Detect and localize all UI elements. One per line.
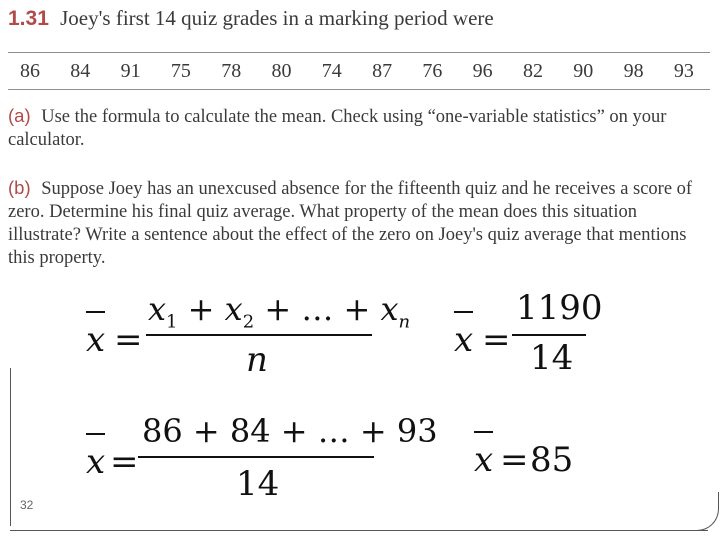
- formula-numerator: $x_1 + x_2$ + … + $x_n$: [148, 290, 411, 333]
- part-a: [8, 104, 710, 152]
- fraction-bar: [138, 456, 374, 458]
- grade-value: 87: [372, 59, 393, 82]
- mean-formula: [86, 288, 411, 380]
- frame-corner: [696, 492, 719, 531]
- frame-bottom-rule: [10, 530, 708, 531]
- equals-sign: =: [482, 320, 511, 360]
- grade-value: 75: [170, 59, 191, 82]
- mean-result: [474, 440, 594, 490]
- grade-value: 76: [422, 59, 443, 82]
- grade-value: 91: [120, 59, 141, 82]
- computed-mean: [454, 288, 604, 378]
- mean-symbol: x: [86, 442, 106, 482]
- result-value: 85: [530, 440, 574, 480]
- grade-value: 96: [472, 59, 493, 82]
- problem-number: 1.31: [8, 7, 49, 30]
- sum-expression: [86, 412, 438, 504]
- grade-value: 82: [522, 59, 543, 82]
- grade-value: 93: [673, 59, 694, 82]
- fraction-bar: [512, 334, 586, 336]
- part-a-text: Use the formula to calculate the mean. Check using “one-variable statistics” on your calculator.: [8, 107, 667, 150]
- part-b-label: (b): [8, 177, 31, 198]
- grade-value: 80: [271, 59, 292, 82]
- equals-sign: =: [114, 320, 143, 360]
- problem-header: [8, 6, 494, 31]
- grade-value: 86: [20, 59, 40, 82]
- slide-number: 32: [20, 498, 34, 512]
- mean-symbol: x: [474, 440, 494, 480]
- problem-intro: Joey's first 14 quiz grades in a marking period were: [60, 6, 494, 30]
- fraction-bar: [146, 334, 372, 336]
- mean-symbol: x: [86, 320, 106, 360]
- equals-sign: =: [500, 440, 529, 480]
- grade-value: 84: [70, 59, 91, 82]
- part-a-label: (a): [8, 105, 31, 126]
- grade-value: 90: [573, 59, 594, 82]
- computed-denominator: 14: [530, 338, 574, 378]
- equals-sign: =: [110, 442, 139, 482]
- part-b: [8, 176, 710, 270]
- grade-value: 78: [221, 59, 242, 82]
- grade-value: 74: [321, 59, 342, 82]
- mean-symbol: x: [454, 320, 474, 360]
- sum-denominator: 14: [236, 464, 280, 504]
- frame-left-rule: [10, 368, 11, 526]
- part-b-text: Suppose Joey has an unexcused absence for the fifteenth quiz and he receives a score of zero. Determine his final quiz average. What property of the mean does this situation illustrate? Write a sentence about the effect of the zero on Joey's quiz average that mentions this property.: [8, 179, 693, 268]
- formula-denominator: n: [246, 340, 268, 380]
- sum-numerator: 86 + 84 + … + 93: [142, 412, 438, 450]
- grades-table: [8, 52, 710, 90]
- grade-value: 98: [623, 59, 644, 82]
- computed-numerator: 1190: [516, 288, 603, 328]
